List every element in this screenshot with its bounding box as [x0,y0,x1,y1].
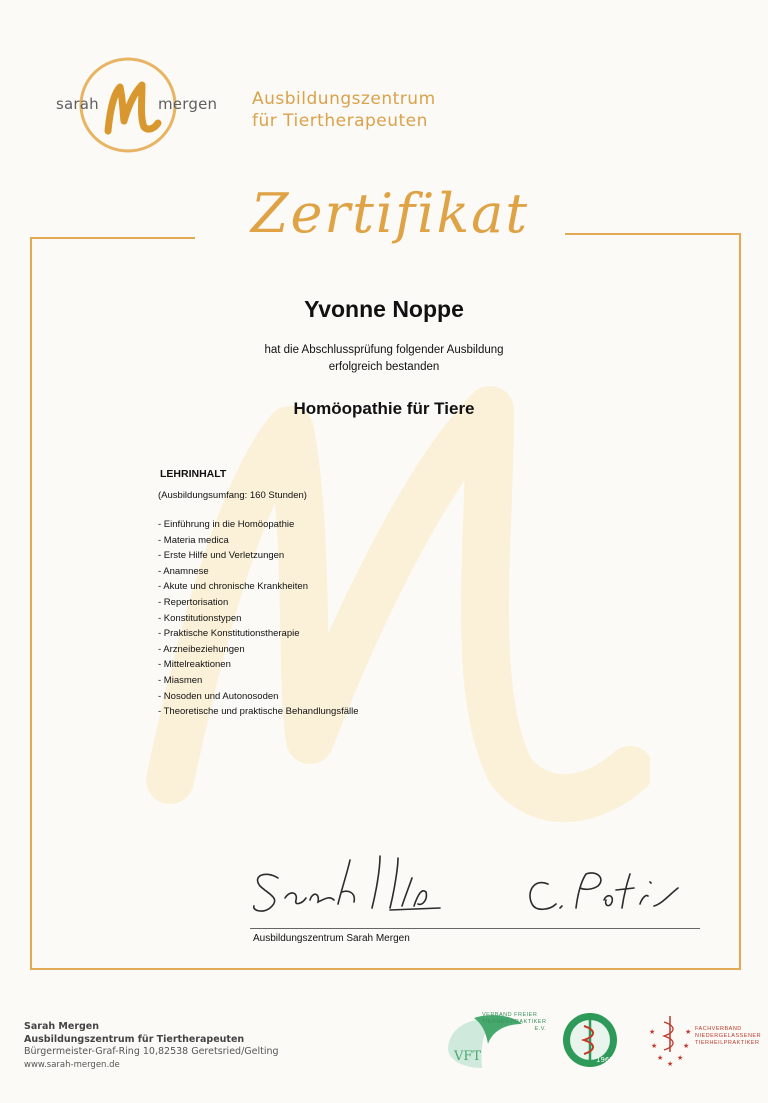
caduceus-circle-icon [560,1010,626,1070]
vft-text: VERBAND FREIER TIERHEILPRAKTIKER E.V. [482,1012,547,1032]
svg-text:★: ★ [683,1042,690,1050]
topic-item: - Arzneibeziehungen [158,643,245,655]
topic-item: - Nosoden und Autonosoden [158,690,279,702]
svg-text:★: ★ [685,1028,692,1036]
footer-web: www.sarah-mergen.de [24,1059,120,1070]
certificate-title: Zertifikat [250,182,530,245]
signature-caption: Ausbildungszentrum Sarah Mergen [253,933,410,944]
topic-item: - Erste Hilfe und Verletzungen [158,550,285,562]
frame-top-right [565,233,741,235]
logo-word-mergen: mergen [158,95,218,113]
signature-sarah-mergen [254,856,440,911]
svg-text:★: ★ [677,1054,684,1062]
topic-item: - Akute und chronische Krankheiten [158,581,308,593]
recipient-name: Yvonne Noppe [304,296,464,322]
sarah-mergen-logo [50,55,230,160]
signature-second [530,873,678,909]
logo-word-sarah: sarah [56,95,99,113]
organization-title [252,88,436,132]
footer-street: Bürgermeister-Graf-Ring 10,82538 Geretsried/Gelting [24,1046,279,1057]
topic-item: - Mittelreaktionen [158,659,231,671]
signature-area [230,848,710,918]
fachverband-text: FACHVERBAND NIEDERGELASSENER TIERHEILPRAKTIKER [695,1026,762,1046]
green-caduceus-badge [560,1010,626,1070]
topic-list [158,517,359,720]
footer-name: Sarah Mergen [24,1021,100,1032]
footer-org: Ausbildungszentrum für Tiertherapeuten [24,1033,245,1045]
sentence-line1: hat die Abschlussprüfung folgender Ausbildung [264,344,504,356]
signature-line [250,928,700,929]
topic-item: - Materia medica [158,534,229,546]
svg-text:★: ★ [667,1060,674,1068]
certificate-sentence [0,342,768,376]
content-heading: LEHRINHALT [160,468,227,480]
course-name: Homöopathie für Tiere [293,399,475,418]
topic-item: - Theoretische und praktische Behandlungsfälle [158,706,359,718]
svg-text:★: ★ [649,1028,656,1036]
topic-item: - Konstitutionstypen [158,612,242,624]
fachverband-badge [645,1010,762,1070]
svg-text:★: ★ [651,1042,658,1050]
frame-bottom [30,968,741,970]
svg-text:★: ★ [657,1054,664,1062]
star-caduceus-icon [645,1010,695,1070]
topic-item: - Repertorisation [158,596,229,608]
topic-item: - Anamnese [158,565,209,577]
svg-text:VFT: VFT [454,1049,482,1064]
org-title-line2: für Tiertherapeuten [252,111,428,131]
sentence-line2: erfolgreich bestanden [328,361,440,373]
frame-top-left [30,237,195,239]
topic-item: - Miasmen [158,674,203,686]
footer-address [24,1021,279,1071]
content-scope: (Ausbildungsumfang: 160 Stunden) [158,490,307,501]
topic-item: - Einführung in die Homöopathie [158,519,295,530]
badge-year: 1967 [596,1056,614,1064]
verband-freier-tierheilpraktiker-badge [444,1010,547,1070]
org-title-line1: Ausbildungszentrum [252,89,436,109]
topic-item: - Praktische Konstitutionstherapie [158,628,300,640]
